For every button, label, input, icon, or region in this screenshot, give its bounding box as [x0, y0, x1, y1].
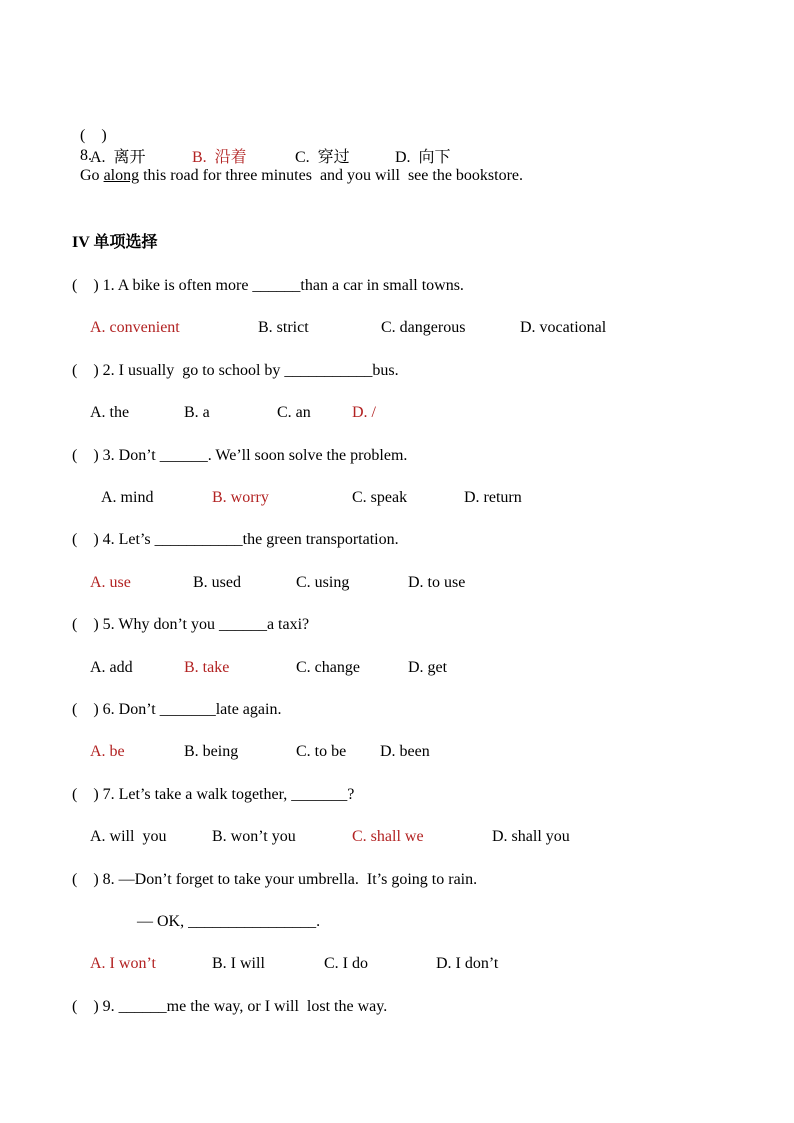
- option-c: C. 穿过: [295, 149, 350, 166]
- q2-option-b: B. a: [184, 404, 210, 421]
- q7-option-d: D. shall you: [492, 828, 570, 845]
- question-8-prev: [72, 106, 523, 186]
- q1-option-b: B. strict: [258, 319, 309, 336]
- q3-option-c: C. speak: [352, 489, 408, 506]
- question-text-pre: Go: [80, 167, 104, 184]
- q7-option-b: B. won’t you: [212, 828, 296, 845]
- q1-option-a-correct: A. convenient: [90, 319, 180, 336]
- q5-option-b-correct: B. take: [184, 659, 230, 676]
- question-text-post: this road for three minutes and you will see the bookstore.: [139, 167, 524, 184]
- q6-option-a-correct: A. be: [90, 743, 125, 760]
- q3-option-d: D. return: [464, 489, 522, 506]
- q1-option-d: D. vocational: [520, 319, 607, 336]
- underlined-word: along: [103, 167, 140, 184]
- question-6: ( ) 6. Don’t _______late again.: [72, 701, 282, 718]
- answer-paren: ( ): [80, 127, 107, 144]
- question-number: 8.: [80, 147, 92, 164]
- q5-option-d: D. get: [408, 659, 448, 676]
- option-b-correct: B. 沿着: [192, 149, 247, 166]
- q8-option-c: C. I do: [324, 955, 368, 972]
- q1-option-c: C. dangerous: [381, 319, 466, 336]
- q4-option-b: B. used: [193, 574, 241, 591]
- option-d: D. 向下: [395, 149, 451, 166]
- q2-option-d-correct: D. /: [352, 404, 376, 421]
- q4-option-c: C. using: [296, 574, 350, 591]
- q6-option-b: B. being: [184, 743, 239, 760]
- question-3: ( ) 3. Don’t ______. We’ll soon solve the problem.: [72, 447, 408, 464]
- question-8: ( ) 8. —Don’t forget to take your umbrella. It’s going to rain.: [72, 871, 478, 888]
- q3-option-a: A. mind: [101, 489, 154, 506]
- question-2: ( ) 2. I usually go to school by ___________bus.: [72, 362, 399, 379]
- question-5: ( ) 5. Why don’t you ______a taxi?: [72, 616, 310, 633]
- question-7: ( ) 7. Let’s take a walk together, _______?: [72, 786, 355, 803]
- q4-option-d: D. to use: [408, 574, 466, 591]
- q8-option-d: D. I don’t: [436, 955, 499, 972]
- q3-option-b-correct: B. worry: [212, 489, 269, 506]
- option-a: A. 离开: [90, 149, 146, 166]
- q8-option-b: B. I will: [212, 955, 265, 972]
- q8-reply: — OK, ________________.: [137, 913, 321, 930]
- q2-option-a: A. the: [90, 404, 130, 421]
- q2-option-c: C. an: [277, 404, 311, 421]
- q5-option-c: C. change: [296, 659, 360, 676]
- q5-option-a: A. add: [90, 659, 133, 676]
- q8-option-a-correct: A. I won’t: [90, 955, 156, 972]
- question-9: ( ) 9. ______me the way, or I will lost the way.: [72, 998, 388, 1015]
- q6-option-d: D. been: [380, 743, 430, 760]
- q7-option-a: A. will you: [90, 828, 167, 845]
- section-title: IV 单项选择: [72, 234, 158, 251]
- q6-option-c: C. to be: [296, 743, 347, 760]
- question-1: ( ) 1. A bike is often more ______than a car in small towns.: [72, 277, 464, 294]
- q7-option-c-correct: C. shall we: [352, 828, 424, 845]
- q4-option-a-correct: A. use: [90, 574, 131, 591]
- question-4: ( ) 4. Let’s ___________the green transportation.: [72, 531, 399, 548]
